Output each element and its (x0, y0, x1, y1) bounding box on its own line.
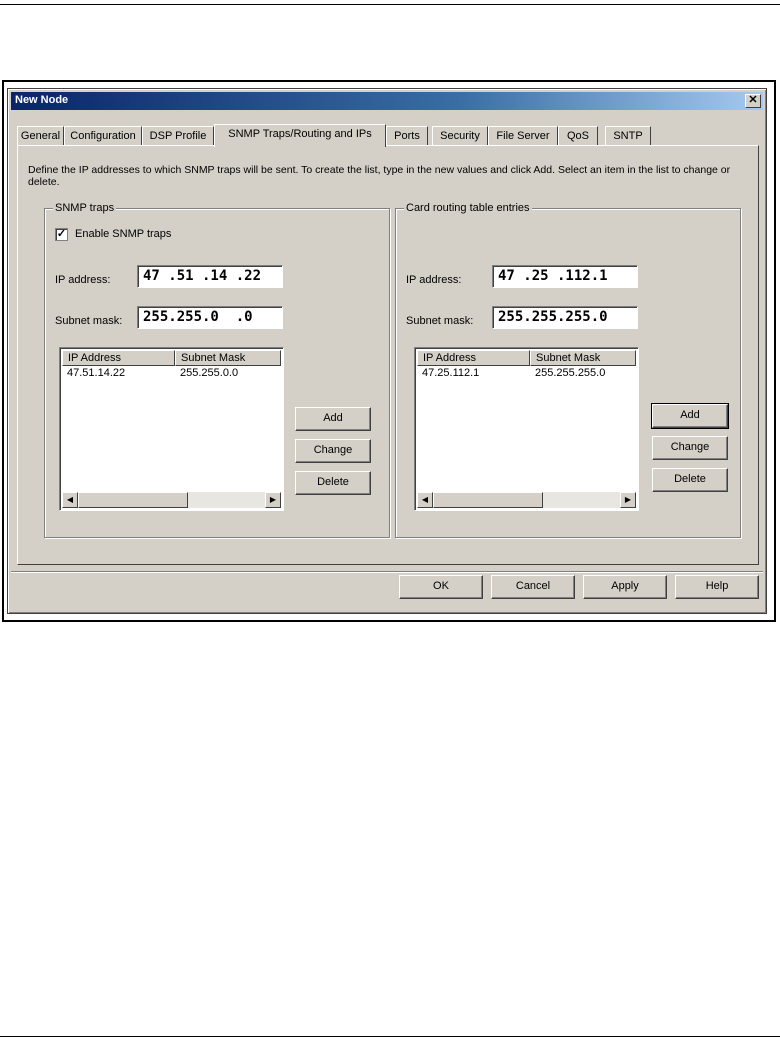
title-bar[interactable] (11, 92, 763, 110)
page-top-rule (0, 4, 780, 5)
scroll-right-arrow-icon[interactable]: ▶ (265, 492, 281, 508)
column-subnet-mask[interactable]: Subnet Mask (530, 350, 636, 366)
scroll-right-arrow-icon[interactable]: ▶ (620, 492, 636, 508)
snmp-ip-input[interactable]: 47 .51 .14 .22 (137, 265, 283, 288)
scroll-thumb[interactable] (433, 492, 543, 508)
tab-file-server[interactable]: File Server (488, 126, 558, 145)
tab-ports[interactable]: Ports (386, 126, 428, 145)
snmp-traps-group-label: SNMP traps (55, 202, 115, 214)
routing-mask-input[interactable]: 255.255.255.0 (492, 306, 638, 329)
row-mask: 255.255.0.0 (180, 367, 239, 379)
checkmark-icon: ✓ (56, 228, 67, 240)
routing-mask-label: Subnet mask: (406, 315, 474, 327)
instructions-text: Define the IP addresses to which SNMP traps will be sent. To create the list, type in the new values and click Add. Select an item in the list to change or delete. (28, 164, 731, 188)
scroll-left-arrow-icon[interactable]: ◀ (62, 492, 78, 508)
snmp-change-button[interactable]: Change (295, 439, 371, 463)
snmp-traps-list[interactable] (59, 347, 284, 511)
snmp-mask-input[interactable]: 255.255.0 .0 (137, 306, 283, 329)
cancel-button[interactable]: Cancel (491, 575, 575, 599)
apply-button[interactable]: Apply (583, 575, 667, 599)
tab-security[interactable]: Security (432, 126, 488, 145)
list-item[interactable] (417, 367, 636, 381)
routing-add-button[interactable]: Add (652, 404, 728, 428)
routing-change-button[interactable]: Change (652, 436, 728, 460)
tab-dsp-profile[interactable]: DSP Profile (142, 126, 214, 145)
help-button[interactable]: Help (675, 575, 759, 599)
card-routing-group-label: Card routing table entries (406, 202, 530, 214)
routing-ip-input[interactable]: 47 .25 .112.1 (492, 265, 638, 288)
card-routing-group (395, 202, 741, 538)
window-title: New Node (15, 94, 69, 106)
snmp-mask-label: Subnet mask: (55, 315, 123, 327)
snmp-ip-label: IP address: (55, 274, 111, 286)
page-bottom-rule (0, 1036, 780, 1037)
row-mask: 255.255.255.0 (535, 367, 606, 379)
tab-snmp-traps-routing[interactable]: SNMP Traps/Routing and IPs (214, 124, 386, 147)
enable-snmp-checkbox[interactable] (55, 228, 68, 241)
close-icon[interactable]: ✕ (745, 94, 761, 108)
snmp-add-button[interactable]: Add (295, 407, 371, 431)
horizontal-scrollbar[interactable] (62, 492, 281, 508)
row-ip: 47.51.14.22 (67, 367, 126, 379)
scroll-thumb[interactable] (78, 492, 188, 508)
scroll-left-arrow-icon[interactable]: ◀ (417, 492, 433, 508)
routing-entries-list[interactable] (414, 347, 639, 511)
footer-separator (11, 571, 763, 573)
enable-snmp-label[interactable]: Enable SNMP traps (75, 228, 172, 240)
routing-delete-button[interactable]: Delete (652, 468, 728, 492)
column-ip-address[interactable]: IP Address (62, 350, 175, 366)
tab-sntp[interactable]: SNTP (605, 126, 651, 145)
row-ip: 47.25.112.1 (422, 367, 480, 379)
snmp-traps-group (44, 202, 390, 538)
tab-panel (17, 145, 759, 565)
column-subnet-mask[interactable]: Subnet Mask (175, 350, 281, 366)
routing-ip-label: IP address: (406, 274, 462, 286)
horizontal-scrollbar[interactable] (417, 492, 636, 508)
column-ip-address[interactable]: IP Address (417, 350, 530, 366)
new-node-dialog (7, 88, 767, 614)
list-item[interactable] (62, 367, 281, 381)
snmp-delete-button[interactable]: Delete (295, 471, 371, 495)
tab-qos[interactable]: QoS (558, 126, 598, 145)
tab-general[interactable]: General (17, 126, 64, 145)
tab-configuration[interactable]: Configuration (64, 126, 142, 145)
ok-button[interactable]: OK (399, 575, 483, 599)
